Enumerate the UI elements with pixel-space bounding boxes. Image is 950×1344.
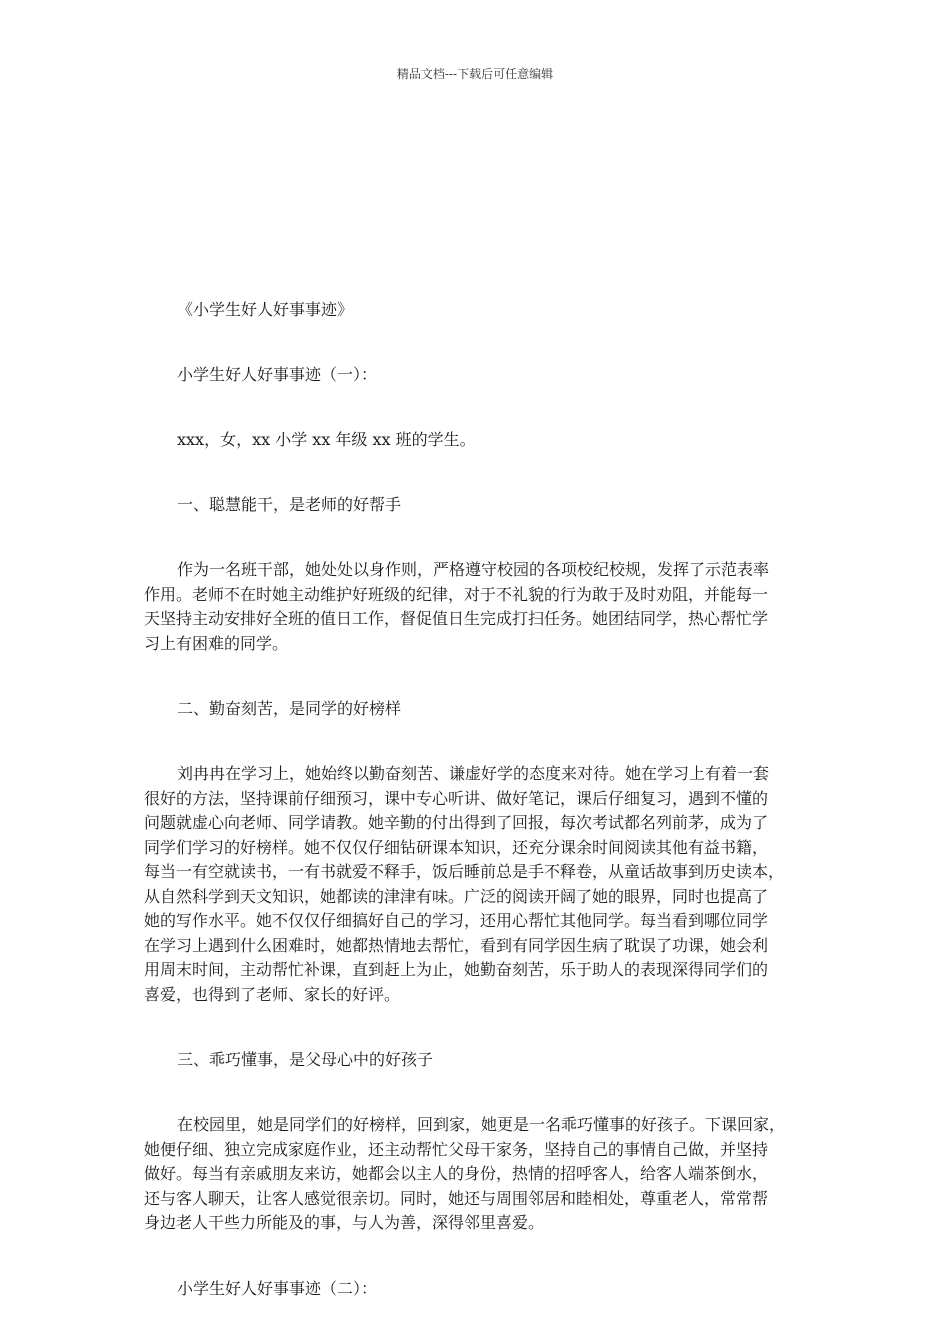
paragraph-line: 喜爱，也得到了老师、家长的好评。 bbox=[144, 984, 401, 1004]
paragraph-3 bbox=[144, 1113, 806, 1236]
paragraph-line: 在校园里，她是同学们的好榜样，回到家，她更是一名乖巧懂事的好孩子。下课回家， bbox=[177, 1115, 786, 1134]
student-intro: xxx，女，xx 小学 xx 年级 xx 班的学生。 bbox=[177, 430, 476, 449]
subheading-3: 三、乖巧懂事，是父母心中的好孩子 bbox=[177, 1050, 434, 1069]
paragraph-1 bbox=[144, 558, 806, 656]
paragraph-line: 从自然科学到天文知识，她都读的津津有味。广泛的阅读开阔了她的眼界，同时也提高了 bbox=[144, 886, 769, 906]
paragraph-line: 每当一有空就读书，一有书就爱不释手，饭后睡前总是手不释卷，从童话故事到历史读本， bbox=[144, 862, 785, 881]
page-header: 精品文档---下载后可任意编辑 bbox=[396, 67, 554, 81]
paragraph-line: 作用。老师不在时她主动维护好班级的纪律，对于不礼貌的行为敢于及时劝阻，并能每一 bbox=[144, 584, 769, 604]
document-body bbox=[144, 298, 806, 1301]
paragraph-line: 还与客人聊天，让客人感觉很亲切。同时，她还与周围邻居和睦相处，尊重老人，常常帮 bbox=[144, 1188, 769, 1208]
paragraph-line: 很好的方法，坚持课前仔细预习，课中专心听讲、做好笔记，课后仔细复习，遇到不懂的 bbox=[144, 788, 769, 808]
paragraph-line: 同学们学习的好榜样。她不仅仅仔细钻研课本知识，还充分课余时间阅读其他有益书籍， bbox=[144, 837, 769, 857]
paragraph-line: 作为一名班干部，她处处以身作则，严格遵守校园的各项校纪校规，发挥了示范表率 bbox=[177, 560, 770, 579]
subheading-1: 一、聪慧能干，是老师的好帮手 bbox=[177, 495, 402, 514]
paragraph-line: 她的写作水平。她不仅仅仔细搞好自己的学习，还用心帮忙其他同学。每当看到哪位同学 bbox=[144, 911, 769, 930]
paragraph-line: 天坚持主动安排好全班的值日工作，督促值日生完成打扫任务。她团结同学，热心帮忙学 bbox=[144, 609, 769, 628]
paragraph-line: 习上有困难的同学。 bbox=[144, 633, 289, 653]
section-heading-2: 小学生好人好事事迹（二）： bbox=[177, 1278, 378, 1298]
section-heading-1: 小学生好人好事事迹（一）： bbox=[177, 365, 378, 384]
paragraph-line: 身边老人干些力所能及的事，与人为善，深得邻里喜爱。 bbox=[144, 1213, 545, 1232]
paragraph-2 bbox=[144, 762, 806, 1007]
paragraph-line: 在学习上遇到什么困难时，她都热情地去帮忙，看到有同学因生病了耽误了功课，她会利 bbox=[144, 935, 769, 955]
paragraph-line: 她便仔细、独立完成家庭作业，还主动帮忙父母干家务，坚持自己的事情自己做，并坚持 bbox=[144, 1139, 769, 1159]
paragraph-line: 刘冉冉在学习上，她始终以勤奋刻苦、谦虚好学的态度来对待。她在学习上有着一套 bbox=[177, 764, 770, 783]
subheading-2: 二、勤奋刻苦，是同学的好榜样 bbox=[177, 699, 402, 718]
paragraph-line: 做好。每当有亲戚朋友来访，她都会以主人的身份，热情的招呼客人，给客人端茶倒水， bbox=[144, 1164, 769, 1183]
paragraph-line: 用周末时间，主动帮忙补课，直到赶上为止，她勤奋刻苦，乐于助人的表现深得同学们的 bbox=[144, 960, 769, 979]
document-title: 《小学生好人好事事迹》 bbox=[177, 300, 354, 319]
paragraph-line: 问题就虚心向老师、同学请教。她辛勤的付出得到了回报，每次考试都名列前茅，成为了 bbox=[144, 813, 769, 832]
